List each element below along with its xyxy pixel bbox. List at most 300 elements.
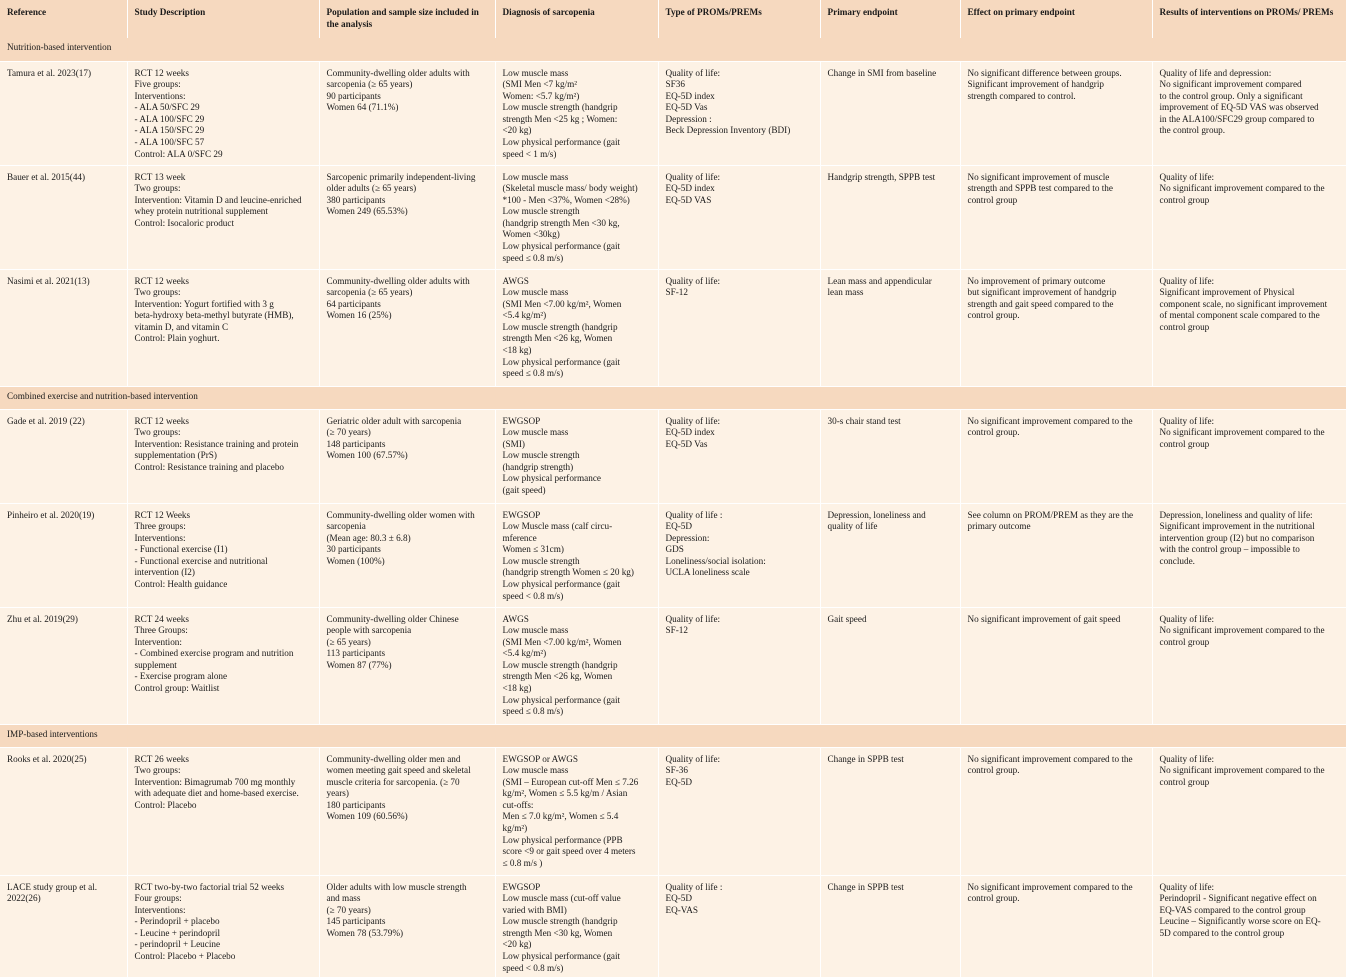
cell-line: Women 16 (25%) [326, 310, 392, 321]
cell-line: (SMI Men <7.00 kg/m², Women [502, 298, 622, 309]
header-primary-endpoint: Primary endpoint [820, 0, 960, 38]
cell-line: Community-dwelling older adults with [326, 67, 470, 78]
cell-line: Low muscle mass [502, 67, 569, 78]
cell-line: of mental component scale compared to the [1159, 310, 1320, 321]
cell-reference [0, 61, 127, 165]
cell-line: Women (100%) [326, 555, 385, 566]
cell-description [127, 409, 319, 503]
cell-line: Lean mass and appendicular [827, 275, 932, 286]
cell-line: <5.4 kg/m²) [502, 648, 547, 659]
table-row [0, 747, 1346, 875]
cell-proms [658, 875, 820, 977]
cell-line: 2022(26) [7, 893, 41, 904]
cell-line: Quality of life: [1159, 753, 1215, 764]
cell-line: SF36 [665, 79, 685, 90]
cell-line: sarcopenia [326, 521, 366, 532]
cell-line: EQ-5D Vas [665, 102, 708, 113]
cell-line: Quality of life: [665, 275, 721, 286]
cell-line: Intervention: [134, 636, 182, 647]
cell-line: - perindopril + Leucine [134, 939, 221, 950]
cell-line: Low muscle strength (handgrip [502, 916, 618, 927]
cell-line: Low muscle mass [502, 625, 569, 636]
cell-line: UCLA loneliness scale [665, 567, 750, 578]
cell-line: muscle criteria for sarcopenia. (≥ 70 [326, 776, 460, 787]
cell-line: No significant improvement of muscle [967, 171, 1110, 182]
cell-diagnosis [495, 269, 658, 386]
table-row [0, 607, 1346, 724]
cell-line: Depression : [665, 113, 712, 124]
cell-line: speed < 0.8 m/s) [502, 590, 564, 601]
cell-description [127, 165, 319, 269]
cell-line: Low physical performance [502, 473, 601, 484]
cell-line: SF-12 [665, 625, 688, 636]
cell-line: Quality of life : [665, 881, 723, 892]
cell-line: intervention group (I2) but no comparison [1159, 532, 1315, 543]
cell-line: Significant improvement of Physical [1159, 287, 1295, 298]
cell-line: varied with BMI) [502, 904, 567, 915]
cell-line: RCT 12 weeks [134, 415, 189, 426]
cell-description [127, 503, 319, 607]
cell-line: Low muscle strength (handgrip [502, 659, 618, 670]
cell-line: Women <30kg) [502, 229, 560, 240]
cell-line: - Exercise program alone [134, 671, 228, 682]
cell-line: 145 participants [326, 916, 386, 927]
table-row [0, 269, 1346, 386]
header-row [0, 0, 1346, 38]
cell-line: <18 kg) [502, 345, 532, 356]
cell-line: and mass [326, 893, 361, 904]
cell-line: 30 participants [326, 544, 381, 555]
cell-line: - ALA 100/SFC 57 [134, 137, 205, 148]
cell-population [319, 875, 495, 977]
cell-line: Interventions: [134, 532, 186, 543]
cell-line: Low muscle strength (handgrip [502, 321, 618, 332]
cell-line: Nasimi et al. 2021(13) [7, 275, 90, 286]
cell-description [127, 747, 319, 875]
cell-effect [960, 165, 1152, 269]
cell-proms [658, 607, 820, 724]
section-row [0, 38, 1346, 61]
cell-description [127, 875, 319, 977]
cell-line: strength and gait speed compared to the [967, 298, 1114, 309]
section-row [0, 386, 1346, 409]
cell-line: Rooks et al. 2020(25) [7, 753, 87, 764]
cell-endpoint [820, 875, 960, 977]
cell-line: RCT 12 weeks [134, 275, 189, 286]
cell-line: Community-dwelling older men and [326, 753, 461, 764]
cell-line: control group. [967, 427, 1020, 438]
cell-proms [658, 165, 820, 269]
header-reference: Reference [0, 0, 127, 38]
cell-endpoint [820, 503, 960, 607]
cell-line: EQ-5D VAS [665, 194, 712, 205]
cell-results [1152, 607, 1346, 724]
cell-line: control group [1159, 438, 1210, 449]
cell-line: See column on PROM/PREM as they are the [967, 509, 1134, 520]
cell-results [1152, 409, 1346, 503]
cell-line: EQ-VAS compared to the control group [1159, 904, 1306, 915]
cell-line: Significant improvement of handgrip [967, 79, 1105, 90]
cell-line: speed ≤ 0.8 m/s) [502, 252, 564, 263]
cell-line: No significant improvement compared to the [967, 753, 1133, 764]
cell-line: Zhu et al. 2019(29) [7, 613, 78, 624]
cell-line: Intervention: Bimagrumab 700 mg monthly [134, 776, 296, 787]
cell-diagnosis [495, 165, 658, 269]
cell-reference [0, 875, 127, 977]
cell-line: Low physical performance (PPB [502, 834, 623, 845]
cell-line: Bauer et al. 2015(44) [7, 171, 86, 182]
cell-line: (SMI Men <7.00 kg/m², Women [502, 636, 622, 647]
cell-effect [960, 409, 1152, 503]
table-row [0, 503, 1346, 607]
cell-line: - Functional exercise and nutritional [134, 555, 268, 566]
cell-line: (handgrip strength Men <30 kg, [502, 217, 620, 228]
cell-line: Quality of life: [665, 171, 721, 182]
cell-line: Low muscle strength [502, 206, 580, 217]
cell-endpoint [820, 747, 960, 875]
cell-line: 90 participants [326, 90, 381, 101]
table-row [0, 409, 1346, 503]
cell-line: Five groups: [134, 79, 181, 90]
cell-line: No significant improvement compared to the [1159, 427, 1325, 438]
cell-endpoint [820, 269, 960, 386]
cell-line: score <9 or gait speed over 4 meters [502, 846, 636, 857]
cell-line: Depression, loneliness and [827, 509, 926, 520]
cell-line: Low physical performance (gait [502, 137, 621, 148]
cell-line: Handgrip strength, SPPB test [827, 171, 936, 182]
cell-line: 30-s chair stand test [827, 415, 901, 426]
cell-line: 180 participants [326, 799, 386, 810]
cell-line: but significant improvement of handgrip [967, 287, 1117, 298]
cell-line: No significant improvement compared to the [967, 415, 1133, 426]
cell-line: No improvement of primary outcome [967, 275, 1106, 286]
cell-line: No significant improvement compared to the [1159, 765, 1325, 776]
cell-line: EWGSOP or AWGS [502, 753, 578, 764]
cell-line: Women 87 (77%) [326, 659, 392, 670]
cell-line: the control group. [1159, 125, 1226, 136]
cell-line: Quality of life: [1159, 171, 1215, 182]
cell-line: EQ-5D [665, 776, 693, 787]
cell-population [319, 269, 495, 386]
cell-line: Women 109 (60.56%) [326, 811, 408, 822]
cell-diagnosis [495, 61, 658, 165]
cell-line: Intervention: Yogurt fortified with 3 g [134, 298, 274, 309]
cell-line: supplement [134, 659, 177, 670]
cell-line: speed < 1 m/s) [502, 148, 557, 159]
cell-description [127, 607, 319, 724]
cell-line: Control: Placebo [134, 799, 197, 810]
cell-line: (handgrip strength) [502, 461, 574, 472]
header-study-description: Study Description [127, 0, 319, 38]
cell-line: 148 participants [326, 438, 386, 449]
cell-line: Low muscle strength [502, 555, 580, 566]
cell-line: vitamin D, and vitamin C [134, 321, 229, 332]
cell-line: (Skeletal muscle mass/ body weight) [502, 183, 638, 194]
cell-line: Quality of life: [665, 753, 721, 764]
cell-results [1152, 503, 1346, 607]
cell-line: strength Men <30 kg, Women [502, 927, 613, 938]
cell-line: whey protein nutritional supplement [134, 206, 268, 217]
cell-results [1152, 165, 1346, 269]
cell-line: <20 kg) [502, 125, 532, 136]
cell-effect [960, 747, 1152, 875]
cell-line: Leucine – Significantly worse score on EQ- [1159, 916, 1321, 927]
cell-description [127, 61, 319, 165]
cell-proms [658, 269, 820, 386]
cell-line: EQ-5D [665, 521, 693, 532]
cell-line: Beck Depression Inventory (BDI) [665, 125, 791, 136]
cell-line: EWGSOP [502, 415, 541, 426]
cell-line: No significant improvement compared to the [967, 881, 1133, 892]
table-row [0, 165, 1346, 269]
cell-line: years) [326, 788, 349, 799]
cell-line: Depression, loneliness and quality of life: [1159, 509, 1313, 520]
cell-proms [658, 61, 820, 165]
cell-line: improvement of EQ-5D VAS was observed [1159, 102, 1319, 113]
cell-diagnosis [495, 875, 658, 977]
cell-line: Low physical performance (gait [502, 951, 621, 962]
cell-line: kg/m², Women ≤ 5.5 kg/m / Asian [502, 788, 628, 799]
cell-line: 380 participants [326, 194, 386, 205]
cell-line: Pinheiro et al. 2020(19) [7, 509, 95, 520]
cell-proms [658, 409, 820, 503]
cell-population [319, 409, 495, 503]
cell-line: (SMI – European cut-off Men ≤ 7.26 [502, 776, 639, 787]
cell-line: Control: Health guidance [134, 579, 228, 590]
cell-line: EWGSOP [502, 881, 541, 892]
cell-endpoint [820, 165, 960, 269]
cell-line: Quality of life: [665, 415, 721, 426]
cell-line: Change in SMI from baseline [827, 67, 937, 78]
cell-line: (gait speed) [502, 485, 546, 496]
cell-line: Women: <5.7 kg/m²) [502, 90, 580, 101]
cell-line: strength Men <26 kg, Women [502, 671, 613, 682]
cell-line: control group [1159, 776, 1210, 787]
cell-line: Two groups: [134, 287, 181, 298]
cell-line: Women ≤ 31cm) [502, 544, 564, 555]
cell-line: Three groups: [134, 521, 186, 532]
cell-line: No significant difference between groups. [967, 67, 1122, 78]
cell-proms [658, 503, 820, 607]
cell-line: mference [502, 532, 537, 543]
cell-endpoint [820, 61, 960, 165]
cell-line: Low muscle mass [502, 765, 569, 776]
cell-line: EQ-VAS [665, 904, 699, 915]
cell-line: Interventions: [134, 90, 186, 101]
cell-line: Low physical performance (gait [502, 579, 621, 590]
cell-line: Significant improvement in the nutritional [1159, 521, 1315, 532]
cell-line: sarcopenia (≥ 65 years) [326, 79, 413, 90]
cell-line: LACE study group et al. [7, 881, 98, 892]
cell-line: Three Groups: [134, 625, 188, 636]
cell-line: Community-dwelling older adults with [326, 275, 470, 286]
cell-line: AWGS [502, 613, 529, 624]
cell-effect [960, 607, 1152, 724]
cell-results [1152, 269, 1346, 386]
cell-diagnosis [495, 747, 658, 875]
cell-line: No significant improvement compared to the [1159, 625, 1325, 636]
cell-line: Low muscle mass [502, 171, 569, 182]
cell-line: No significant improvement compared to the [1159, 183, 1325, 194]
section-title: Combined exercise and nutrition-based intervention [0, 386, 1346, 409]
cell-line: (≥ 70 years) [326, 427, 371, 438]
cell-line: No significant improvement of gait speed [967, 613, 1121, 624]
cell-line: Quality of life: [1159, 415, 1215, 426]
cell-line: cut-offs: [502, 799, 534, 810]
cell-line: Low Muscle mass (calf circu- [502, 521, 613, 532]
cell-effect [960, 503, 1152, 607]
cell-line: Control: Plain yoghurt. [134, 333, 220, 344]
cell-line: supplementation (PrS) [134, 450, 217, 461]
cell-line: RCT 24 weeks [134, 613, 189, 624]
cell-line: Quality of life: [665, 67, 721, 78]
cell-diagnosis [495, 607, 658, 724]
cell-line: No significant improvement compared [1159, 79, 1302, 90]
cell-line: strength Men <26 kg, Women [502, 333, 613, 344]
cell-line: control group [1159, 321, 1210, 332]
cell-line: - Perindopril + placebo [134, 916, 220, 927]
cell-line: in the ALA100/SFC29 group compared to [1159, 113, 1315, 124]
cell-line: sarcopenia (≥ 65 years) [326, 287, 413, 298]
cell-line: with the control group – impossible to [1159, 544, 1300, 555]
cell-line: EWGSOP [502, 509, 541, 520]
cell-line: Gait speed [827, 613, 867, 624]
header-proms: Type of PROMs/PREMs [658, 0, 820, 38]
cell-line: Quality of life: [1159, 613, 1215, 624]
cell-line: Perindopril - Significant negative effect on [1159, 893, 1317, 904]
cell-line: intervention (I2) [134, 567, 195, 578]
cell-line: (SMI) [502, 438, 525, 449]
cell-line: strength compared to control. [967, 90, 1076, 101]
cell-population [319, 607, 495, 724]
cell-line: Women 64 (71.1%) [326, 102, 399, 113]
cell-line: control group [1159, 636, 1210, 647]
cell-line: to the control group. Only a significant [1159, 90, 1303, 101]
cell-line: conclude. [1159, 555, 1195, 566]
cell-line: beta-hydroxy beta-methyl butyrate (HMB), [134, 310, 294, 321]
cell-line: Change in SPPB test [827, 881, 904, 892]
cell-line: RCT 12 weeks [134, 67, 189, 78]
cell-line: Quality of life and depression: [1159, 67, 1272, 78]
cell-line: Older adults with low muscle strength [326, 881, 467, 892]
cell-line: - Leucine + perindopril [134, 927, 221, 938]
section-title: Nutrition-based intervention [0, 38, 1346, 61]
cell-line: Control: Resistance training and placebo [134, 461, 285, 472]
cell-line: AWGS [502, 275, 529, 286]
cell-endpoint [820, 607, 960, 724]
cell-line: Low muscle mass (cut-off value [502, 893, 621, 904]
cell-line: Quality of life: [1159, 275, 1215, 286]
cell-line: Low muscle mass [502, 287, 569, 298]
cell-line: - Combined exercise program and nutrition [134, 648, 294, 659]
cell-line: Quality of life: [665, 613, 721, 624]
cell-line: (handgrip strength Women ≤ 20 kg) [502, 567, 634, 578]
cell-line: Low physical performance (gait [502, 241, 621, 252]
cell-line: women meeting gait speed and skeletal [326, 765, 471, 776]
cell-line: lean mass [827, 287, 864, 298]
cell-population [319, 503, 495, 607]
cell-line: strength and SPPB test compared to the [967, 183, 1113, 194]
cell-line: Control: ALA 0/SFC 29 [134, 148, 223, 159]
cell-line: Women 78 (53.79%) [326, 927, 404, 938]
cell-line: 5D compared to the control group [1159, 927, 1285, 938]
cell-reference [0, 747, 127, 875]
cell-line: Quality of life : [665, 509, 723, 520]
cell-effect [960, 61, 1152, 165]
cell-line: control group. [967, 310, 1020, 321]
cell-line: Men ≤ 7.0 kg/m², Women ≤ 5.4 [502, 811, 619, 822]
cell-line: EQ-5D index [665, 183, 715, 194]
cell-line: speed ≤ 0.8 m/s) [502, 368, 564, 379]
cell-line: Control: Isocaloric product [134, 217, 235, 228]
cell-line: (Mean age: 80.3 ± 6.8) [326, 532, 411, 543]
cell-line: Control: Placebo + Placebo [134, 951, 236, 962]
cell-line: strength Men <25 kg ; Women: [502, 113, 618, 124]
cell-reference [0, 503, 127, 607]
cell-line: component scale, no significant improvement [1159, 298, 1328, 309]
cell-line: Four groups: [134, 893, 182, 904]
cell-line: (SMI Men <7 kg/m² [502, 79, 578, 90]
header-effect: Effect on primary endpoint [960, 0, 1152, 38]
cell-line: quality of life [827, 521, 878, 532]
cell-line: 64 participants [326, 298, 381, 309]
cell-effect [960, 269, 1152, 386]
cell-line: control group [1159, 194, 1210, 205]
cell-line: (≥ 70 years) [326, 904, 371, 915]
cell-line: - Functional exercise (I1) [134, 544, 228, 555]
cell-line: - ALA 150/SFC 29 [134, 125, 205, 136]
table-row [0, 875, 1346, 977]
cell-line: control group. [967, 893, 1020, 904]
cell-line: Two groups: [134, 183, 181, 194]
cell-line: Loneliness/social isolation: [665, 555, 766, 566]
cell-line: - ALA 50/SFC 29 [134, 102, 200, 113]
cell-line: RCT 13 week [134, 171, 186, 182]
cell-line: kg/m²) [502, 823, 528, 834]
cell-line: RCT 12 Weeks [134, 509, 191, 520]
cell-endpoint [820, 409, 960, 503]
cell-line: speed ≤ 0.8 m/s) [502, 706, 564, 717]
cell-line: Control group: Waitlist [134, 683, 220, 694]
cell-reference [0, 269, 127, 386]
cell-line: SF-12 [665, 287, 688, 298]
header-population: Population and sample size included in the analysis [319, 0, 495, 38]
cell-line: EQ-5D index [665, 90, 715, 101]
cell-diagnosis [495, 503, 658, 607]
cell-line: ≤ 0.8 m/s ) [502, 857, 543, 868]
cell-line: speed < 0.8 m/s) [502, 962, 564, 973]
cell-line: Geriatric older adult with sarcopenia [326, 415, 462, 426]
cell-line: older adults (≥ 65 years) [326, 183, 417, 194]
cell-diagnosis [495, 409, 658, 503]
cell-line: Intervention: Vitamin D and leucine-enriched [134, 194, 302, 205]
cell-line: control group. [967, 765, 1020, 776]
cell-line: GDS [665, 544, 684, 555]
cell-line: Low physical performance (gait [502, 356, 621, 367]
cell-results [1152, 875, 1346, 977]
cell-line: EQ-5D index [665, 427, 715, 438]
cell-reference [0, 165, 127, 269]
cell-population [319, 61, 495, 165]
cell-line: with adequate diet and home-based exercise. [134, 788, 299, 799]
cell-line: Low muscle strength (handgrip [502, 102, 618, 113]
cell-line: Intervention: Resistance training and protein [134, 438, 299, 449]
cell-line: Sarcopenic primarily independent-living [326, 171, 476, 182]
cell-line: Two groups: [134, 765, 181, 776]
cell-line: 113 participants [326, 648, 386, 659]
cell-line: EQ-5D Vas [665, 438, 708, 449]
cell-line: Interventions: [134, 904, 186, 915]
